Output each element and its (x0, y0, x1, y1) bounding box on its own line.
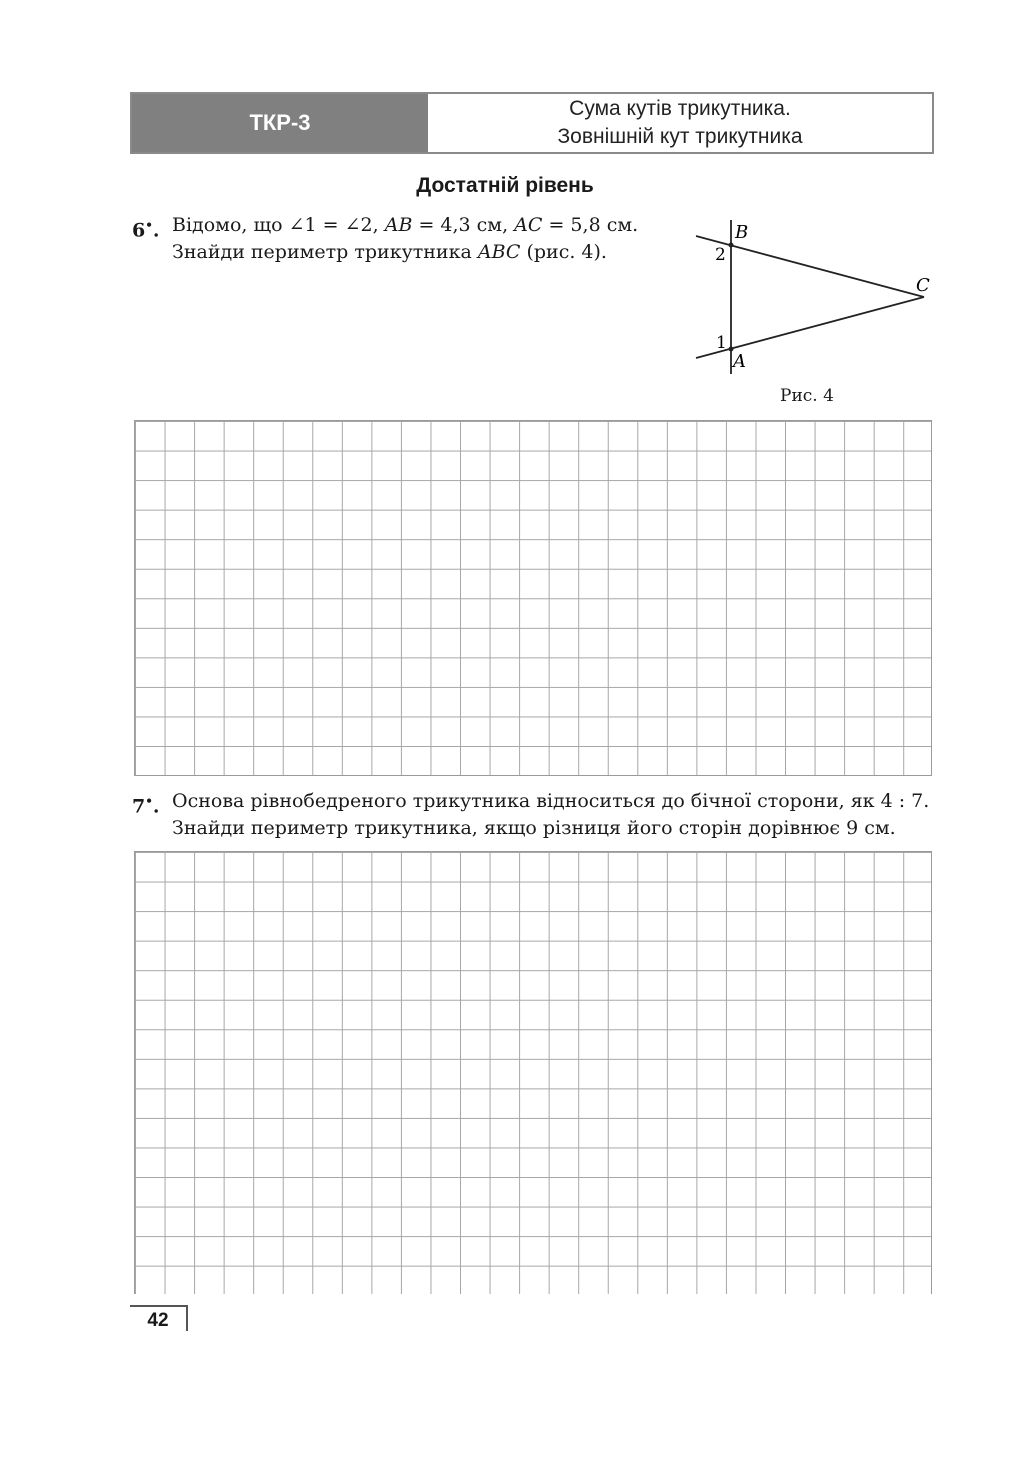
label-C: C (916, 275, 930, 296)
triangle-figure (690, 214, 940, 384)
point-B (729, 243, 734, 248)
topic-line-2: Зовнішній кут трикутника (557, 125, 803, 148)
page-number: 42 (130, 1305, 188, 1331)
task-7 (132, 788, 942, 848)
task-text-line-2: Знайди периметр трикутника, якщо різниця його сторін дорівнює 9 см. (172, 817, 896, 839)
level-title: Достатній рівень (416, 174, 594, 197)
task-number: 7•. (132, 794, 160, 818)
test-code: ТКР-3 (132, 94, 428, 152)
label-B: B (735, 222, 749, 243)
page-header (130, 92, 934, 154)
figure-caption: Рис. 4 (780, 386, 834, 406)
task-6 (132, 212, 692, 272)
label-A: A (733, 351, 746, 372)
topic-line-1: Сума кутів трикутника. (569, 97, 791, 120)
angle-1-label: 1 (716, 333, 727, 353)
task-text-line-2: Знайди периметр трикутника ABC (рис. 4). (172, 241, 607, 263)
task-text-line-1: Основа рівнобедреного трикутника відноситься до бічної сторони, як 4 : 7. (172, 790, 930, 812)
answer-grid-task-7[interactable] (134, 851, 932, 1294)
topic-title (428, 94, 932, 152)
task-text-line-1: Відомо, що ∠1 = ∠2, AB = 4,3 см, AC = 5,8 см. (172, 214, 639, 236)
angle-2-label: 2 (715, 245, 726, 265)
task-number: 6•. (132, 218, 160, 242)
answer-grid-task-6[interactable] (134, 420, 932, 776)
